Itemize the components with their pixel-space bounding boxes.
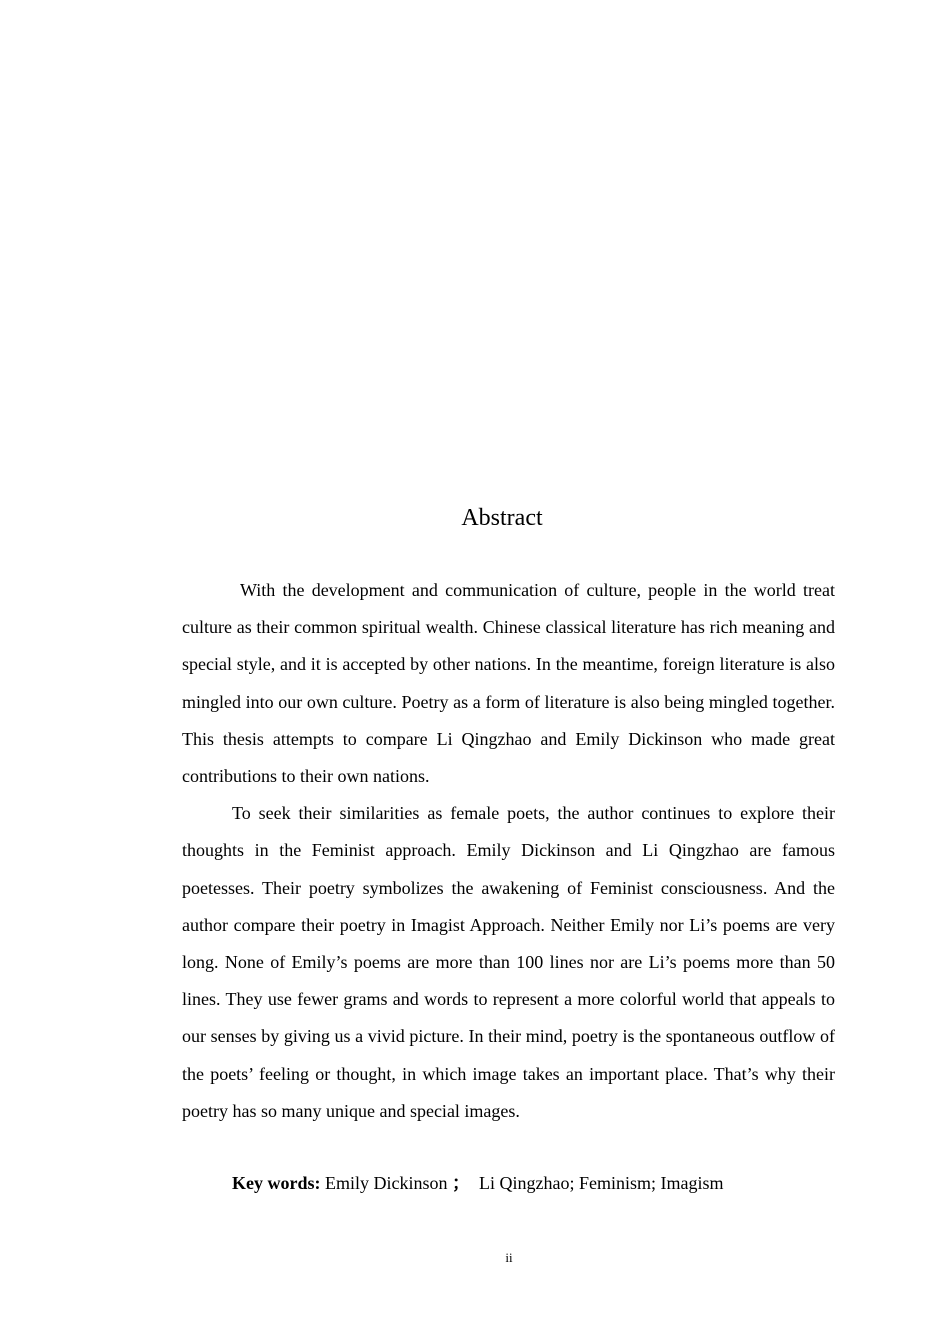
abstract-title: Abstract [461,505,543,531]
keyword-separator: ； [452,1173,470,1193]
keywords-line [232,1170,723,1196]
abstract-paragraph-2: To seek their similarities as female poets, the author continues to explore their thoughts in the Feminist approach. Emily Dickinson and Li Qingzhao are famous poetesses. Their poetry symbolizes the awakening of Feminist consciousness. And the author compare their poetry in Imagist Approach. Neither Emily nor Li’s poems are very long. None of Emily’s poems are more than 100 lines nor are Li’s poems more than 50 lines. They use fewer grams and words to represent a more colorful world that appeals to our senses by giving us a vivid picture. In their mind, poetry is the spontaneous outflow of the poets’ feeling or thought, in which image takes an important place. That’s why their poetry has so many unique and special images. [182,803,835,1121]
abstract-paragraph-1: With the development and communication of culture, people in the world treat culture as their common spiritual wealth. Chinese classical literature has rich meaning and special style, and it is accepted by other nations. In the meantime, foreign literature is also mingled into our own culture. Poetry as a form of literature is also being mingled together. This thesis attempts to compare Li Qingzhao and Emily Dickinson who made great contributions to their own nations. [182,580,835,787]
keywords-label: Key words: [232,1173,321,1193]
page-number: ii [505,1250,513,1265]
keywords-rest: Li Qingzhao; Feminism; Imagism [479,1173,724,1193]
keyword-emily-dickinson: Emily Dickinson [325,1173,448,1193]
abstract-body [182,572,835,1130]
